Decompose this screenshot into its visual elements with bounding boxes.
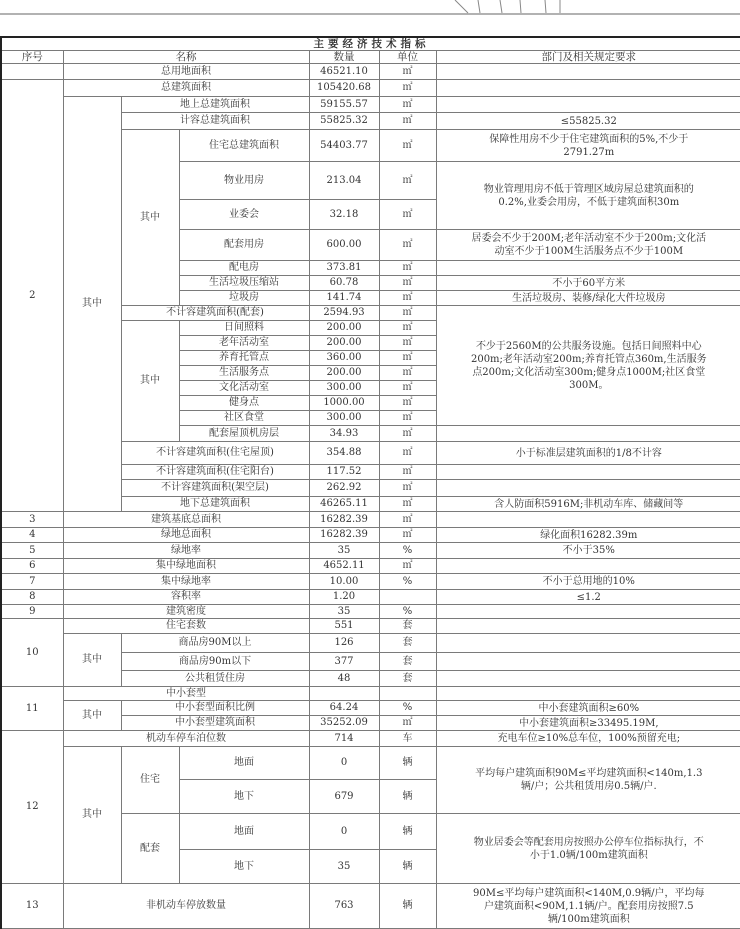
item-name: 生活垃圾压缩站 <box>179 276 309 291</box>
item-unit <box>379 687 436 701</box>
item-unit: 套 <box>379 671 436 687</box>
item-unit: ㎡ <box>379 276 436 291</box>
table-row <box>1 512 740 528</box>
table-row <box>1 731 740 747</box>
item-requirement: 小于标准层建筑面积的1/8不计容 <box>436 442 740 465</box>
item-requirement: ≤55825.32 <box>436 113 740 130</box>
item-requirement: 生活垃圾房、装修/绿化大件垃圾房 <box>436 291 740 306</box>
item-quantity: 1.20 <box>309 590 379 605</box>
item-unit: ㎡ <box>379 230 436 261</box>
table-row <box>1 574 740 590</box>
table-row <box>1 528 740 543</box>
table-row <box>1 634 740 653</box>
item-requirement <box>436 426 740 442</box>
item-quantity: 4652.11 <box>309 559 379 574</box>
item-requirement <box>436 64 740 80</box>
item-quantity <box>309 687 379 701</box>
item-quantity: 262.92 <box>309 480 379 497</box>
row-number: 4 <box>1 528 63 543</box>
item-name: 中小套型面积比例 <box>121 701 309 716</box>
item-requirement: 居委会不少于200M;老年活动室不少于200m;文化活动室不少于100M生活服务点不少于100M <box>436 230 740 261</box>
item-unit: 套 <box>379 619 436 634</box>
table-row <box>1 97 740 113</box>
item-name: 容积率 <box>63 590 309 605</box>
table-row <box>1 590 740 605</box>
item-name: 集中绿地面积 <box>63 559 309 574</box>
item-unit: ㎡ <box>379 162 436 200</box>
item-name: 不计容建筑面积(架空层) <box>121 480 309 497</box>
item-quantity: 55825.32 <box>309 113 379 130</box>
item-unit: ㎡ <box>379 336 436 351</box>
item-requirement <box>436 80 740 97</box>
item-requirement <box>436 465 740 480</box>
item-unit: ㎡ <box>379 80 436 97</box>
item-quantity: 2594.93 <box>309 306 379 321</box>
table-row <box>1 605 740 619</box>
header-name: 名称 <box>63 51 309 64</box>
item-quantity: 64.24 <box>309 701 379 716</box>
item-unit: ㎡ <box>379 351 436 366</box>
item-name: 地面 <box>179 814 309 850</box>
table-title: 主要经济技术指标 <box>1 37 740 51</box>
row-number <box>1 64 63 80</box>
row-number: 5 <box>1 543 63 559</box>
item-requirement: 物业管理用房不低于管理区域房屋总建筑面积的0.2%,业委会用房，不低于建筑面积30m <box>436 162 740 230</box>
item-unit: ㎡ <box>379 113 436 130</box>
item-quantity: 300.00 <box>309 381 379 396</box>
item-requirement: 中小套建筑面积≥60% <box>436 701 740 716</box>
item-name: 老年活动室 <box>179 336 309 351</box>
item-quantity: 35 <box>309 850 379 884</box>
item-unit: ㎡ <box>379 497 436 512</box>
item-unit: ㎡ <box>379 465 436 480</box>
item-unit: % <box>379 574 436 590</box>
item-requirement <box>436 605 740 619</box>
item-unit: ㎡ <box>379 291 436 306</box>
item-quantity: 600.00 <box>309 230 379 261</box>
item-name: 配套用房 <box>179 230 309 261</box>
item-quantity: 377 <box>309 653 379 671</box>
item-unit <box>379 590 436 605</box>
table-row <box>1 884 740 929</box>
item-quantity: 763 <box>309 884 379 929</box>
table-row <box>1 80 740 97</box>
row-number: 13 <box>1 884 63 929</box>
group-label-qizhong: 其中 <box>63 634 121 687</box>
item-quantity: 551 <box>309 619 379 634</box>
item-requirement: 不小于总用地的10% <box>436 574 740 590</box>
item-requirement: 中小套建筑面积≥33495.19M, <box>436 716 740 731</box>
item-requirement: 不小于35% <box>436 543 740 559</box>
item-name: 公共租赁住房 <box>121 671 309 687</box>
item-unit: ㎡ <box>379 130 436 162</box>
item-quantity: 360.00 <box>309 351 379 366</box>
item-unit: % <box>379 605 436 619</box>
item-quantity: 1000.00 <box>309 396 379 411</box>
item-name: 住宅套数 <box>63 619 309 634</box>
item-unit: ㎡ <box>379 97 436 113</box>
item-requirement <box>436 671 740 687</box>
item-requirement <box>436 261 740 276</box>
table-row <box>1 619 740 634</box>
item-name: 业委会 <box>179 200 309 230</box>
item-unit: 辆 <box>379 884 436 929</box>
item-name: 计容总建筑面积 <box>121 113 309 130</box>
item-requirement: 绿化面积16282.39m <box>436 528 740 543</box>
item-name: 日间照料 <box>179 321 309 336</box>
item-requirement <box>436 634 740 653</box>
item-unit: ㎡ <box>379 200 436 230</box>
item-name: 住宅总建筑面积 <box>179 130 309 162</box>
item-quantity: 35252.09 <box>309 716 379 731</box>
item-quantity: 48 <box>309 671 379 687</box>
item-name: 配套屋顶机房层 <box>179 426 309 442</box>
item-unit: ㎡ <box>379 442 436 465</box>
item-name: 文化活动室 <box>179 381 309 396</box>
item-requirement <box>436 480 740 497</box>
item-unit: ㎡ <box>379 480 436 497</box>
item-name: 地下 <box>179 850 309 884</box>
item-name: 养育托管点 <box>179 351 309 366</box>
item-unit: 辆 <box>379 814 436 850</box>
item-quantity: 126 <box>309 634 379 653</box>
item-name: 不计容建筑面积(住宅阳台) <box>121 465 309 480</box>
row-number: 3 <box>1 512 63 528</box>
table-row <box>1 747 740 780</box>
item-unit: ㎡ <box>379 321 436 336</box>
row-number: 2 <box>1 80 63 512</box>
item-requirement: 不小于60平方米 <box>436 276 740 291</box>
item-unit: % <box>379 701 436 716</box>
row-number: 6 <box>1 559 63 574</box>
item-requirement <box>436 653 740 671</box>
item-quantity: 200.00 <box>309 321 379 336</box>
item-quantity: 373.81 <box>309 261 379 276</box>
row-number: 7 <box>1 574 63 590</box>
header-no: 序号 <box>1 51 63 64</box>
item-quantity: 34.93 <box>309 426 379 442</box>
item-quantity: 300.00 <box>309 411 379 426</box>
item-unit: ㎡ <box>379 381 436 396</box>
row-number: 8 <box>1 590 63 605</box>
item-name: 生活服务点 <box>179 366 309 381</box>
item-unit: ㎡ <box>379 426 436 442</box>
row-number: 9 <box>1 605 63 619</box>
group-label-qizhong: 其中 <box>63 747 121 884</box>
item-unit: ㎡ <box>379 261 436 276</box>
item-name: 机动车停车泊位数 <box>63 731 309 747</box>
item-unit: ㎡ <box>379 306 436 321</box>
item-name: 商品房90m以下 <box>121 653 309 671</box>
item-quantity: 16282.39 <box>309 512 379 528</box>
item-unit: 车 <box>379 731 436 747</box>
item-name: 中小套型建筑面积 <box>121 716 309 731</box>
group-label-qizhong: 其中 <box>63 97 121 512</box>
item-requirement: 90M≤平均每户建筑面积<140M,0.9辆/户，平均每户建筑面积<90M,1.1辆/户。配套用房按照7.5辆/100m建筑面积 <box>436 884 740 929</box>
item-unit: ㎡ <box>379 396 436 411</box>
item-quantity: 141.74 <box>309 291 379 306</box>
item-name: 建筑密度 <box>63 605 309 619</box>
item-name: 配电房 <box>179 261 309 276</box>
item-requirement: 平均每户建筑面积90M≤平均建筑面积<140m,1.3辆/户；公共租赁用房0.5辆/户. <box>436 747 740 814</box>
item-name: 集中绿地率 <box>63 574 309 590</box>
item-unit: 套 <box>379 653 436 671</box>
item-name: 社区食堂 <box>179 411 309 426</box>
item-unit: % <box>379 543 436 559</box>
item-name: 地面 <box>179 747 309 780</box>
item-name: 不计容建筑面积(配套) <box>121 306 309 321</box>
item-requirement <box>436 559 740 574</box>
item-quantity: 54403.77 <box>309 130 379 162</box>
header-qty: 数量 <box>309 51 379 64</box>
item-name: 地上总建筑面积 <box>121 97 309 113</box>
item-unit: 辆 <box>379 850 436 884</box>
item-quantity: 0 <box>309 747 379 780</box>
table-row <box>1 64 740 80</box>
row-number: 11 <box>1 687 63 731</box>
item-requirement <box>436 619 740 634</box>
item-quantity: 35 <box>309 543 379 559</box>
item-requirement: 物业居委会等配套用房按照办公停车位指标执行，不小于1.0辆/100m建筑面积 <box>436 814 740 884</box>
item-requirement <box>436 512 740 528</box>
item-requirement <box>436 687 740 701</box>
item-name: 建筑基底总面积 <box>63 512 309 528</box>
item-name: 总建筑面积 <box>63 80 309 97</box>
row-number: 10 <box>1 619 63 687</box>
item-quantity: 46265.11 <box>309 497 379 512</box>
item-name: 绿地总面积 <box>63 528 309 543</box>
item-quantity: 59155.57 <box>309 97 379 113</box>
item-quantity: 0 <box>309 814 379 850</box>
item-quantity: 679 <box>309 780 379 814</box>
item-unit: ㎡ <box>379 512 436 528</box>
table-row <box>1 543 740 559</box>
item-name: 健身点 <box>179 396 309 411</box>
item-name: 绿地率 <box>63 543 309 559</box>
item-quantity: 354.88 <box>309 442 379 465</box>
item-name: 垃圾房 <box>179 291 309 306</box>
item-quantity: 16282.39 <box>309 528 379 543</box>
item-quantity: 10.00 <box>309 574 379 590</box>
item-quantity: 46521.10 <box>309 64 379 80</box>
item-requirement: 保障性用房不少于住宅建筑面积的5%,不少于2791.27m <box>436 130 740 162</box>
item-unit: 辆 <box>379 747 436 780</box>
table-row <box>1 559 740 574</box>
item-name: 商品房90M以上 <box>121 634 309 653</box>
item-quantity: 213.04 <box>309 162 379 200</box>
item-unit: ㎡ <box>379 716 436 731</box>
item-quantity: 117.52 <box>309 465 379 480</box>
item-unit: ㎡ <box>379 64 436 80</box>
table-row <box>1 687 740 701</box>
header-unit: 单位 <box>379 51 436 64</box>
item-unit: 套 <box>379 634 436 653</box>
item-requirement: ≤1.2 <box>436 590 740 605</box>
item-quantity: 35 <box>309 605 379 619</box>
item-unit: ㎡ <box>379 366 436 381</box>
row-number: 12 <box>1 731 63 884</box>
item-quantity: 32.18 <box>309 200 379 230</box>
item-name: 物业用房 <box>179 162 309 200</box>
group-label-qizhong: 其中 <box>121 321 179 442</box>
item-quantity: 200.00 <box>309 336 379 351</box>
item-name: 地下 <box>179 780 309 814</box>
item-quantity: 714 <box>309 731 379 747</box>
item-name: 不计容建筑面积(住宅屋顶) <box>121 442 309 465</box>
item-requirement: 含人防面积5916M;非机动车库、储藏间等 <box>436 497 740 512</box>
group-label-peitao: 配套 <box>121 814 179 884</box>
item-name: 非机动车停放数量 <box>63 884 309 929</box>
item-unit: ㎡ <box>379 528 436 543</box>
item-requirement <box>436 97 740 113</box>
item-requirement: 不少于2560M的公共服务设施。包括日间照料中心200m;老年活动室200m;养育托管点360m,生活服务点200m;文化活动室300m;健身点1000M;社区食堂300M。 <box>436 306 740 426</box>
item-quantity: 105420.68 <box>309 80 379 97</box>
item-name: 总用地面积 <box>63 64 309 80</box>
item-name: 地下总建筑面积 <box>121 497 309 512</box>
item-quantity: 60.78 <box>309 276 379 291</box>
item-unit: ㎡ <box>379 559 436 574</box>
item-unit: 辆 <box>379 780 436 814</box>
item-quantity: 200.00 <box>309 366 379 381</box>
item-name: 中小套型 <box>63 687 309 701</box>
group-label-qizhong: 其中 <box>121 130 179 306</box>
header-req: 部门及相关规定要求 <box>436 51 740 64</box>
table-row <box>1 701 740 716</box>
item-requirement: 充电车位≥10%总车位，100%预留充电; <box>436 731 740 747</box>
drawing-fragment <box>0 0 740 30</box>
group-label-zhuzhai: 住宅 <box>121 747 179 814</box>
group-label-qizhong: 其中 <box>63 701 121 731</box>
item-unit: ㎡ <box>379 411 436 426</box>
economic-indicators-table <box>0 36 740 929</box>
